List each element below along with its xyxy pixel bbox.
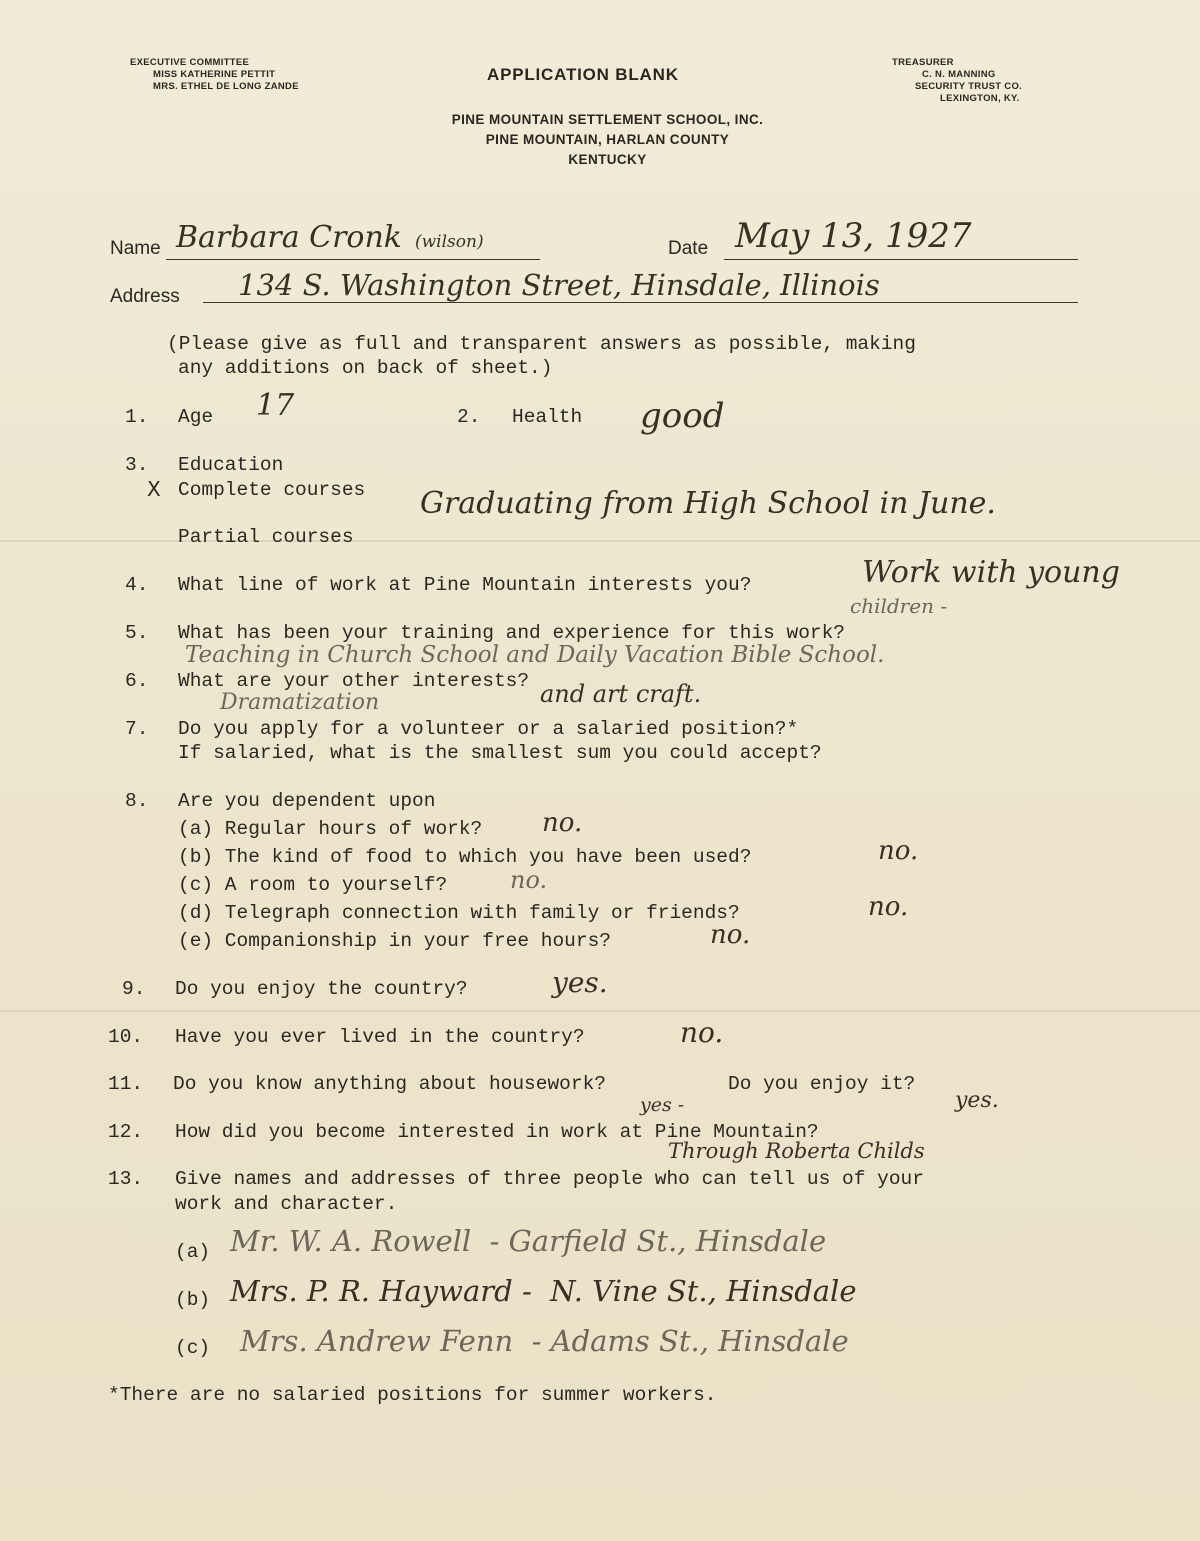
q8a-label: (a) Regular hours of work? [178,818,483,840]
q11-label-1: Do you know anything about housework? [173,1073,606,1095]
q10-answer: no. [680,1016,724,1049]
instructions-line-2: any additions on back of sheet.) [178,357,553,379]
q12-label: How did you become interested in work at Pine Mountain? [175,1121,819,1143]
q11-answer-2: yes. [955,1088,999,1113]
q8d-label: (d) Telegraph connection with family or friends? [178,902,740,924]
q8-number: 8. [125,790,149,812]
treasurer-name: C. N. MANNING [922,69,996,80]
q3-partial-label: Partial courses [178,526,354,548]
treasurer-heading: TREASURER [892,57,954,68]
q6-answer-line-1: Dramatization [220,690,380,715]
q9-label: Do you enjoy the country? [175,978,468,1000]
ref-c-label: (c) [175,1337,211,1359]
q8c-label: (c) A room to yourself? [178,874,448,896]
committee-heading: EXECUTIVE COMMITTEE [130,57,250,68]
date-label: Date [668,238,709,259]
name-value: Barbara Cronk [176,220,402,255]
date-line [724,259,1078,260]
name-line [166,259,540,260]
q8a-answer: no. [542,808,583,838]
committee-member-1: MISS KATHERINE PETTIT [153,69,276,80]
q8b-answer: no. [878,836,919,866]
q2-label: Health [512,406,583,428]
address-line [203,302,1078,303]
name-label: Name [110,238,161,259]
q8b-label: (b) The kind of food to which you have been used? [178,846,752,868]
treasurer-org: SECURITY TRUST CO. [915,81,1023,92]
q4-label: What line of work at Pine Mountain interests you? [178,574,752,596]
q3-label: Education [178,454,284,476]
edge-watermark [0,30,37,1510]
ref-b-value: Mrs. P. R. Hayward - N. Vine St., Hinsdale [230,1274,857,1308]
q5-label: What has been your training and experience for this work? [178,622,846,644]
q8e-label: (e) Companionship in your free hours? [178,930,611,952]
q4-answer-line-2: children - [850,594,948,618]
address-label: Address [110,286,180,307]
q6-answer-line-2: and art craft. [540,680,702,708]
q6-number: 6. [125,670,149,692]
ref-a-value: Mr. W. A. Rowell - Garfield St., Hinsdale [230,1224,827,1258]
q9-answer: yes. [552,966,608,999]
school-name: PINE MOUNTAIN SETTLEMENT SCHOOL, INC. [451,112,764,127]
q8e-answer: no. [710,920,751,950]
q10-label: Have you ever lived in the country? [175,1026,585,1048]
q5-number: 5. [125,622,149,644]
q2-answer: good [640,396,725,436]
q7-label-line-2: If salaried, what is the smallest sum you could accept? [178,742,822,764]
q11-label-2: Do you enjoy it? [728,1073,916,1095]
q3-answer: Graduating from High School in June. [420,486,996,521]
q9-number: 9. [122,978,146,1000]
q1-answer: 17 [256,388,295,423]
q3-check-mark: X [147,477,161,501]
footnote: *There are no salaried positions for summer workers. [108,1384,717,1406]
q10-number: 10. [108,1026,144,1048]
q5-answer: Teaching in Church School and Daily Vacation Bible School. [185,642,885,668]
q8d-answer: no. [868,892,909,922]
q6-label: What are your other interests? [178,670,530,692]
ref-b-label: (b) [175,1289,211,1311]
q1-label: Age [178,406,214,428]
form-title: APPLICATION BLANK [487,65,679,84]
instructions-line-1: (Please give as full and transparent answers as possible, making [167,333,916,355]
q8-label: Are you dependent upon [178,790,436,812]
school-state: KENTUCKY [568,152,647,167]
q12-number: 12. [108,1121,144,1143]
q11-number: 11. [108,1073,144,1095]
name-note: (wilson) [415,232,484,252]
q8c-answer: no. [510,866,548,894]
q13-label-line-2: work and character. [175,1193,398,1215]
q12-answer: Through Roberta Childs [668,1139,925,1163]
q13-number: 13. [108,1168,144,1190]
q3-complete-label: Complete courses [178,479,366,501]
q7-number: 7. [125,718,149,740]
q2-number: 2. [457,406,481,428]
address-value: 134 S. Washington Street, Hinsdale, Illinois [238,268,880,302]
paper-fold-lower [0,1010,1200,1012]
school-location: PINE MOUNTAIN, HARLAN COUNTY [485,132,730,147]
treasurer-city: LEXINGTON, KY. [940,93,1020,104]
date-value: May 13, 1927 [735,216,972,256]
q11-answer-1: yes - [640,1094,685,1116]
q4-answer-line-1: Work with young [862,555,1120,590]
ref-c-value: Mrs. Andrew Fenn - Adams St., Hinsdale [240,1324,849,1358]
committee-member-2: MRS. ETHEL DE LONG ZANDE [153,81,299,92]
q13-label-line-1: Give names and addresses of three people who can tell us of your [175,1168,924,1190]
q3-number: 3. [125,454,149,476]
q7-label-line-1: Do you apply for a volunteer or a salaried position?* [178,718,799,740]
q4-number: 4. [125,574,149,596]
ref-a-label: (a) [175,1241,211,1263]
q1-number: 1. [125,406,149,428]
